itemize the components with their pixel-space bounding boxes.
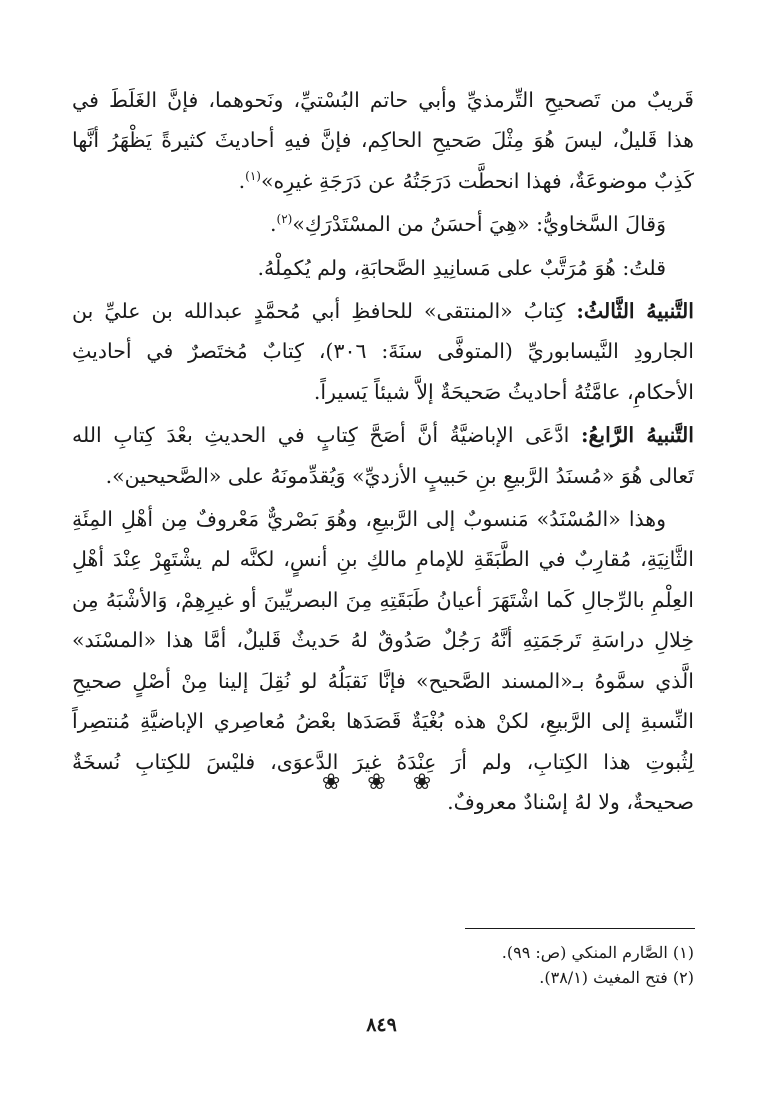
main-text bbox=[72, 80, 694, 825]
text-line: الَّذي سمَّوهُ بـ«المسند الصَّحيح» فإنَّا نَقبَلُهُ لو نُقِلَ إلينا مِنْ أصْلٍ صحيحِ bbox=[72, 668, 694, 693]
text-line: خِلالِ دراسَةِ تَرجَمَتِهِ أنَّهُ رَجُلٌ صَدُوقٌ لهُ حَديثٌ قَليلٌ، أمَّا هذا «المسْنَد» bbox=[72, 628, 694, 653]
text-line: تَعالى هُوَ «مُسنَدُ الرَّبيعِ بنِ حَبيبٍ الأزديِّ» وَيُقدِّمونَهُ على «الصَّحيحين». bbox=[105, 463, 694, 488]
section-ornament: ❀ ❀ ❀ bbox=[321, 770, 442, 795]
text-line-content: ادَّعَى الإباضيَّةُ أنَّ أصَحَّ كِتابٍ في الحديثِ بعْدَ كِتابِ الله bbox=[72, 423, 570, 448]
text-line-content: كِتابُ «المنتقى» للحافظِ أبي مُحمَّدٍ عبدالله بن عليِّ بن bbox=[72, 299, 566, 324]
paragraph-qultu bbox=[72, 248, 694, 288]
page-number: ٨٤٩ bbox=[366, 1014, 397, 1036]
text-line: النِّسبةِ إلى الرَّبيعِ، لكنْ هذه بُغْيَةٌ قَصَدَها بعْضُ مُعاصِري الإباضيَّةِ مُنتصِراً bbox=[72, 709, 694, 734]
footnote-1: (١) الصَّارم المنكي (ص: ٩٩). bbox=[501, 943, 694, 962]
footnote-ref: (٢) bbox=[276, 212, 293, 227]
text-line: صحيحةٌ، ولا لهُ إسْنادٌ معروفٌ. bbox=[447, 789, 694, 814]
text-line: هذا قَليلٌ، ليسَ هُوَ مِثْلَ صَحيحِ الحاكِم، فإنَّ فيهِ أحاديثَ كثيرةً يَظْهَرُ أنَّها bbox=[72, 128, 694, 153]
text-line-content: كَذِبٌ موضوعَةٌ، فهذا انحطَّت دَرَجَتُهُ عن دَرَجَةِ غيرِه» bbox=[260, 168, 694, 193]
footnotes bbox=[72, 940, 694, 990]
text-line: الجارودِ النَّيسابوريِّ (المتوفَّى سنَةَ: ٣٠٦)، كِتابٌ مُختَصرٌ في أحاديثِ bbox=[72, 339, 695, 364]
footnote-ref: (١) bbox=[245, 168, 261, 183]
paragraph-tanbih-3 bbox=[72, 291, 694, 412]
paragraph-sakhawi bbox=[72, 204, 694, 244]
footnote-separator bbox=[465, 928, 695, 929]
text-line: كَذِبٌ موضوعَةٌ، فهذا انحطَّت دَرَجَتُهُ عن دَرَجَةِ غيرِه»$^{(١)}$. bbox=[238, 168, 694, 193]
text-line: العِلْمِ بالرِّجالِ كَما اشْتَهَرَ أعيانُ طَبَقَتِهِ مِنَ البصريِّينَ أو غيرِهِمْ، وَالأشْبَهُ مِن bbox=[72, 587, 694, 612]
text-line-content: وَقالَ السَّخاويُّ: «هِيَ أحسَنُ من المسْتَدْرَكِ» bbox=[292, 212, 666, 237]
text-line: وهذا «المُسْنَدُ» مَنسوبٌ إلى الرَّبيعِ، وهُوَ بَصْريٌّ مَعْروفٌ مِن أهْلِ المِئَةِ bbox=[72, 507, 666, 532]
text-line: قَريبٌ من تَصحيحِ التِّرمذيِّ وأبي حاتم البُسْتيِّ، ونَحوهما، فإنَّ الغَلَطَ في bbox=[72, 88, 694, 112]
text-line: لِثُبوتِ هذا الكِتابِ، ولم أرَ عِنْدَهُ غيرَ الدَّعوَى، فليْسَ للكِتابِ نُسخَةٌ bbox=[72, 749, 694, 774]
text-line: قلتُ: هُوَ مُرَتَّبٌ على مَسانِيدِ الصَّحابَةِ، ولم يُكمِلْهُ. bbox=[257, 255, 666, 280]
paragraph-tanbih-4 bbox=[72, 415, 694, 496]
footnote-2: (٢) فتح المغيث (٣٨/١). bbox=[539, 968, 694, 987]
text-line bbox=[72, 291, 694, 331]
text-line: الثَّانِيَةِ، مُقارِبٌ في الطَّبَقَةِ للإمامِ مالكِ بنِ أنسٍ، لكنَّه لم يشْتَهِرْ عِنْدَ أهْلِ bbox=[72, 547, 694, 572]
tanbih-heading: التَّنبيهُ الرَّابعُ: bbox=[580, 423, 694, 448]
tanbih-heading: التَّنبيهُ الثَّالثُ: bbox=[576, 299, 694, 324]
paragraph-hakim bbox=[72, 80, 694, 201]
text-line: وَقالَ السَّخاويُّ: «هِيَ أحسَنُ من المسْتَدْرَكِ»$^{(٢)}$. bbox=[270, 212, 666, 237]
text-line bbox=[72, 415, 694, 455]
text-line: الأحكامِ، عامَّتُهُ أحاديثُ صَحيحَةٌ إلاَّ شيئاً يَسيراً. bbox=[313, 379, 694, 404]
